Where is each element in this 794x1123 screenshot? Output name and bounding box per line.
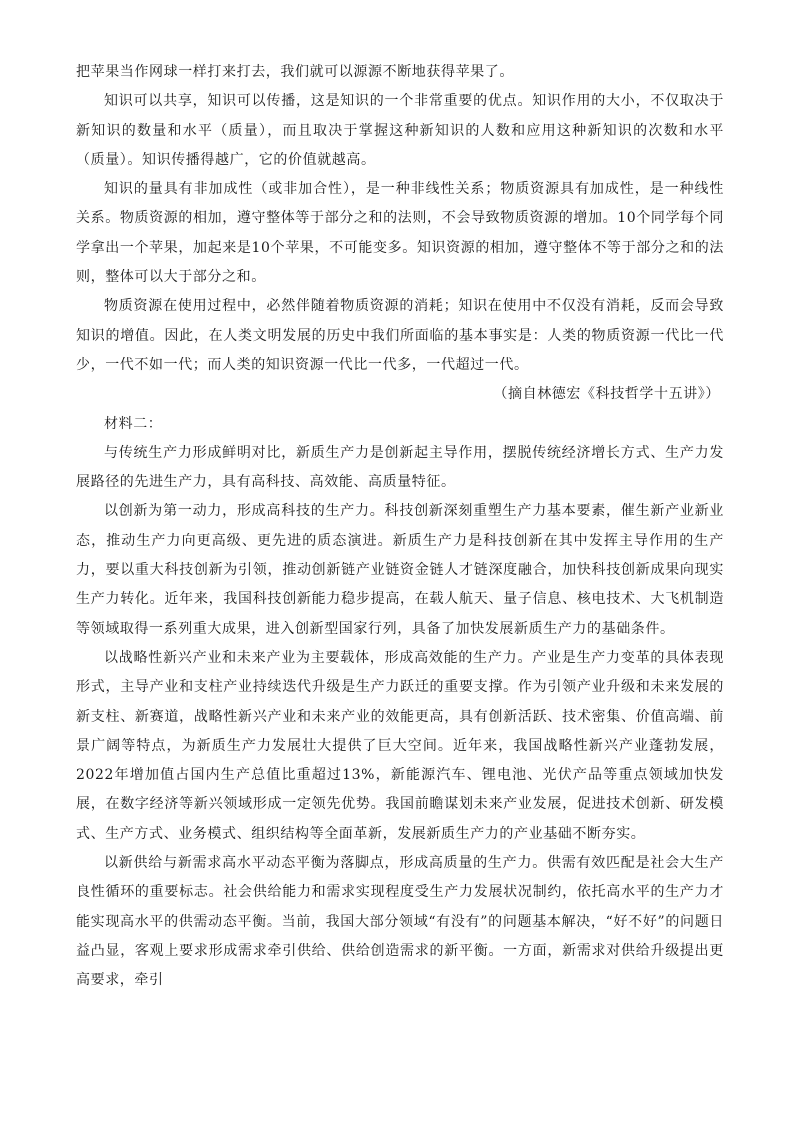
paragraph-new-productivity: 与传统生产力形成鲜明对比，新质生产力是创新起主导作用，摆脱传统经济增长方式、生产力发展路径的先进生产力，具有高科技、高效能、高质量特征。: [76, 444, 724, 491]
paragraph-knowledge-increment: 物质资源在使用过程中，必然伴随着物质资源的消耗；知识在使用中不仅没有消耗，反而会导致知识的增值。因此，在人类文明发展的历史中我们所面临的基本事实是：人类的物质资源一代比一代少，一代不如一代；而人类的知识资源一代比一代多，一代超过一代。: [76, 298, 724, 373]
paragraph-knowledge-nonadditive: 知识的量具有非加成性（或非加合性），是一种非线性关系；物质资源具有加成性，是一种线性关系。物质资源的相加，遵守整体等于部分之和的法则，不会导致物质资源的增加。10个同学每个同学拿出一个苹果，加起来是10个苹果，不可能变多。知识资源的相加，遵守整体不等于部分之和的法则，整体可以大于部分之和。: [76, 181, 724, 286]
source-citation: （摘自林德宏《科技哲学十五讲》）: [493, 386, 720, 403]
document-body: [76, 58, 724, 996]
paragraph-innovation: 以创新为第一动力，形成高科技的生产力。科技创新深刻重塑生产力基本要素，催生新产业新业态，推动生产力向更高级、更先进的质态演进。新质生产力是科技创新在其中发挥主导作用的生产力，要以重大科技创新为引领，推动创新链产业链资金链人才链深度融合，加快科技创新成果向现实生产力转化。近年来，我国科技创新能力稳步提高，在载人航天、量子信息、核电技术、大飞机制造等领域取得一系列重大成果，进入创新型国家行列，具备了加快发展新质生产力的基础条件。: [76, 503, 724, 637]
material-two-heading: 材料二：: [104, 415, 163, 432]
paragraph-emerging-industries: 以战略性新兴产业和未来产业为主要载体，形成高效能的生产力。产业是生产力变革的具体表现形式，主导产业和支柱产业持续迭代升级是生产力跃迁的重要支撑。作为引领产业升级和未来发展的新支柱、新赛道，战略性新兴产业和未来产业的效能更高，具有创新活跃、技术密集、价值高端、前景广阔等特点，为新质生产力发展壮大提供了巨大空间。近年来，我国战略性新兴产业蓬勃发展，2022年增加值占国内生产总值比重超过13%，新能源汽车、锂电池、光伏产品等重点领域加快发展，在数字经济等新兴领域形成一定领先优势。我国前瞻谋划未来产业发展，促进技术创新、研发模式、生产方式、业务模式、组织结构等全面革新，发展新质生产力的产业基础不断夯实。: [76, 649, 724, 842]
paragraph-knowledge-sharing: 知识可以共享，知识可以传播，这是知识的一个非常重要的优点。知识作用的大小，不仅取决于新知识的数量和水平（质量），而且取决于掌握这种新知识的人数和应用这种新知识的次数和水平（质量）。知识传播得越广，它的价值就越高。: [76, 93, 724, 168]
paragraph-supply-demand: 以新供给与新需求高水平动态平衡为落脚点，形成高质量的生产力。供需有效匹配是社会大生产良性循环的重要标志。社会供给能力和需求实现程度受生产力发展状况制约，依托高水平的生产力才能实现高水平的供需动态平衡。当前，我国大部分领域“有没有”的问题基本解决，“好不好”的问题日益凸显，客观上要求形成需求牵引供给、供给创造需求的新平衡。一方面，新需求对供给升级提出更高要求，牵引: [76, 855, 724, 989]
paragraph-continuation: 把苹果当作网球一样打来打去，我们就可以源源不断地获得苹果了。: [76, 64, 514, 80]
